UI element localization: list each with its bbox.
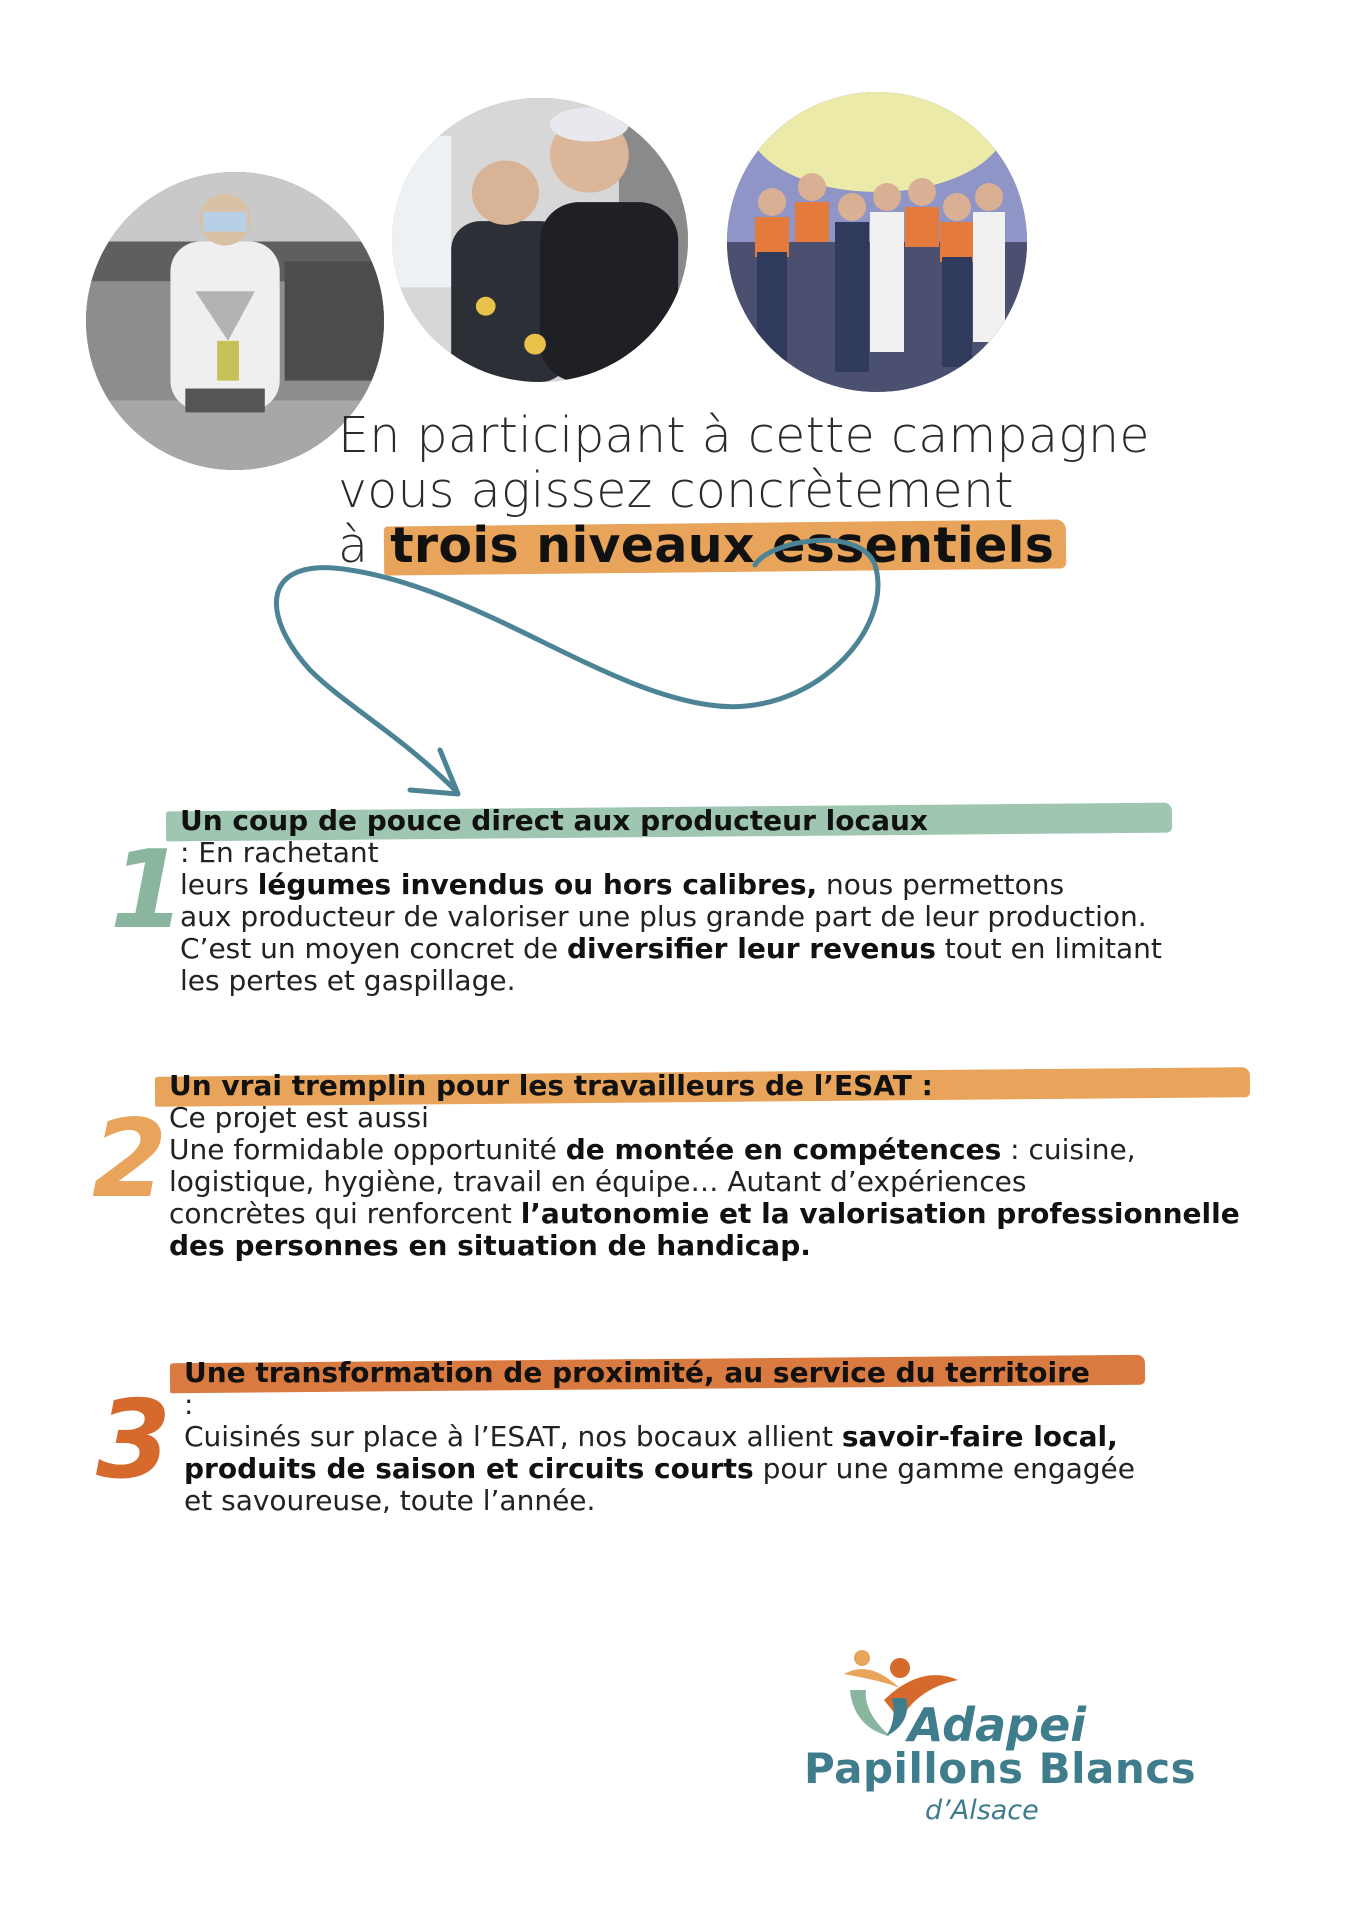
- item-2-line-3: logistique, hygiène, travail en équipe… Autant d’expériences: [169, 1165, 1027, 1198]
- photo-workers-peeling: [392, 98, 688, 382]
- item-3-l3-a: produits de saison et circuits courts: [184, 1452, 754, 1485]
- item-2-l4-b: l’autonomie et la valorisation professionnelle: [520, 1197, 1240, 1230]
- item-1-l4-b: diversifier leur revenus: [566, 932, 936, 965]
- item-text-1: [180, 805, 1162, 997]
- item-1-l1-rest: En rachetant: [198, 836, 379, 869]
- item-2-l5: des personnes en situation de handicap.: [169, 1229, 811, 1262]
- item-1-l4-a: C’est un moyen concret de: [180, 932, 567, 965]
- item-number-2: 2: [92, 1097, 168, 1222]
- item-1-line-3: aux producteur de valoriser une plus grande part de leur production.: [180, 900, 1147, 933]
- headline-line-3-prefix: à: [338, 517, 385, 574]
- item-1-l4-c: tout en limitant: [935, 932, 1162, 965]
- logo-alsace: d’Alsace: [925, 1795, 1039, 1826]
- item-1-line-2: [180, 869, 1162, 901]
- item-3-line-2: [184, 1421, 1135, 1453]
- headline-line-2: vous agissez concrètement: [338, 462, 1014, 519]
- headline-highlight: trois niveaux essentiels: [384, 517, 1060, 574]
- logo-papillons-blancs: Papillons Blancs: [804, 1744, 1197, 1793]
- item-text-2: [169, 1070, 1240, 1262]
- item-1-l2-b: légumes invendus ou hors calibres,: [257, 868, 818, 901]
- item-2-line-4: [169, 1198, 1240, 1230]
- item-3-lead-sep: :: [184, 1388, 194, 1421]
- item-1-line-4: [180, 933, 1162, 965]
- item-1-lead-sep: :: [180, 836, 199, 869]
- item-1-l2-a: leurs: [180, 868, 258, 901]
- item-1-lead: Un coup de pouce direct aux producteur locaux: [180, 805, 1162, 837]
- item-3-line-1: [184, 1357, 1135, 1421]
- item-2-l2-c: : cuisine,: [1001, 1133, 1136, 1166]
- item-number-1: 1: [110, 828, 186, 953]
- item-2-line-1: [169, 1070, 1240, 1134]
- logo-adapei: Adapei: [908, 1698, 1087, 1752]
- headline-line-1: En participant à cette campagne: [338, 407, 1150, 464]
- item-2-l4-a: concrètes qui renforcent: [169, 1197, 521, 1230]
- item-3-lead: Une transformation de proximité, au service du territoire: [184, 1357, 1135, 1389]
- item-1-line-1: [180, 805, 1162, 869]
- item-3-l2-a: Cuisinés sur place à l’ESAT, nos bocaux allient: [184, 1420, 842, 1453]
- item-number-3: 3: [96, 1378, 172, 1503]
- curved-arrow-icon: [250, 520, 1050, 820]
- item-2-line-2: [169, 1134, 1240, 1166]
- item-2-lead: Un vrai tremplin pour les travailleurs de l’ESAT :: [169, 1070, 1240, 1102]
- item-2-line-5: [169, 1230, 1240, 1262]
- item-3-line-4: et savoureuse, toute l’année.: [184, 1484, 596, 1517]
- adapei-logo: [800, 1640, 1197, 1826]
- item-2-l1-rest: Ce projet est aussi: [169, 1101, 429, 1134]
- photo-team-group: [727, 92, 1027, 392]
- item-1-line-5: les pertes et gaspillage.: [180, 964, 516, 997]
- item-3-l3-b: pour une gamme engagée: [753, 1452, 1135, 1485]
- item-1-l2-c: nous permettons: [817, 868, 1065, 901]
- item-3-line-3: [184, 1453, 1135, 1485]
- item-text-3: [184, 1357, 1135, 1517]
- item-2-l2-a: Une formidable opportunité: [169, 1133, 566, 1166]
- item-3-l2-b: savoir-faire local,: [841, 1420, 1118, 1453]
- item-2-l2-b: de montée en compétences: [565, 1133, 1002, 1166]
